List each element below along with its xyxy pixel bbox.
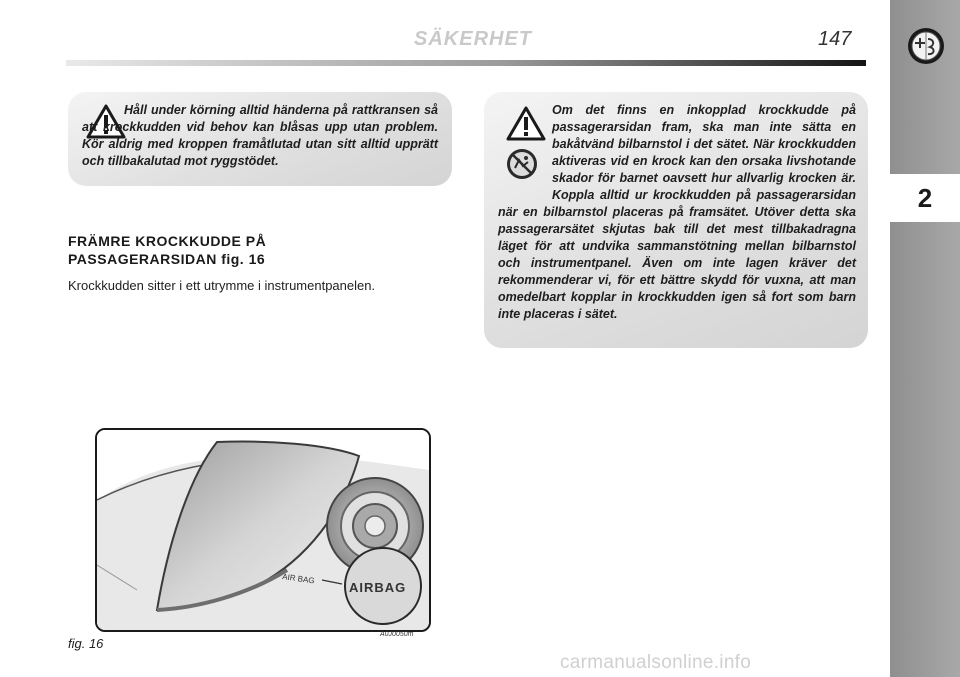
airbag-large-label: AIRBAG [349, 580, 407, 595]
figure-caption: fig. 16 [68, 636, 104, 651]
page-number: 147 [818, 28, 852, 50]
header-divider [66, 60, 866, 66]
section-heading-line2: PASSAGERARSIDAN fig. 16 [68, 251, 266, 267]
warning-text-steering: Håll under körning alltid händerna på rattkransen så att krockkudden vid behov kan blåsas upp utan problem. Kör aldrig med kroppen framåtlutad utan sitt alltid upprätt och tillbakalutad mot ryggstödet. [82, 103, 438, 168]
chapter-number: 2 [890, 174, 960, 222]
section-heading [68, 232, 388, 268]
warning-triangle-icon [506, 106, 546, 142]
figure-code: A0J0050m [380, 631, 414, 638]
alfa-romeo-badge-icon [907, 27, 945, 65]
warning-box-steering [68, 92, 452, 186]
watermark: carmanualsonline.info [560, 652, 752, 673]
section-body-text: Krockkudden sitter i ett utrymme i instrumentpanelen. [68, 278, 376, 293]
warning-text-child-seat: Om det finns en inkopplad krockkudde på passagerarsidan fram, ska man inte sätta en bakåtvänd bilbarnstol i det sätet. När krockkudden aktiveras vid en krock kan den orsaka livshotande skador för barnet oavsett hur allvarlig krocken är. Koppla alltid ur krockkudden på passagerarsidan när en bilbarnstol placeras på framsätet. Utöver detta ska passagerarsätet skjutas bak till det mest tillbakadragna läget för att undvika sammanstötning mellan bilbarnstol och instrumentpanel. Även om inte lagen kräver det rekommenderar vi, för ett bättre skydd för vuxna, att man omedelbart kopplar in krockkudden igen så fort som barn inte placeras i sätet. [498, 103, 856, 321]
chapter-side-tab [890, 0, 960, 677]
no-child-seat-airbag-icon [506, 148, 538, 180]
section-heading-line1: FRÄMRE KROCKKUDDE PÅ [68, 233, 267, 249]
warning-box-child-seat [484, 92, 868, 348]
page-header-title: SÄKERHET [414, 28, 533, 50]
figure-airbag-dashboard [95, 428, 431, 632]
airbag-small-label: AIR BAG [281, 572, 316, 586]
